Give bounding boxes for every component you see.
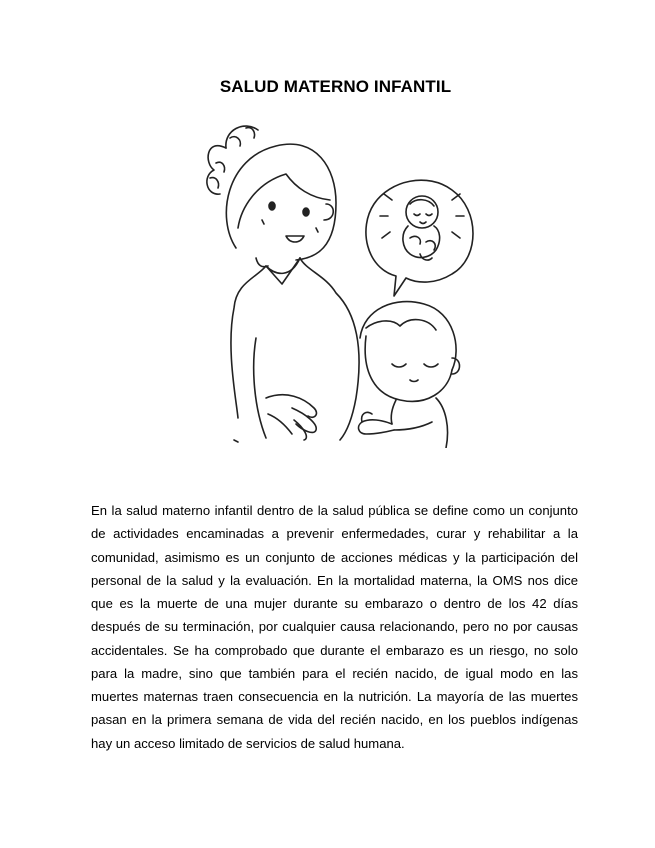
body-paragraph: En la salud materno infantil dentro de la salud pública se define como un conjunto de actividades encaminadas a prevenir enfermedades, curar y rehabilitar a la comunidad, asimismo es un conjunto de acciones médicas y la participación del personal de la salud y la evaluación. En la mortalidad materna, la OMS nos dice que es la muerte de una mujer durante su embarazo o dentro de los 42 días después de su terminación, por cualquier causa relacionando, pero no por causas accidentales. Se ha comprobado que durante el embarazo es un riesgo, no solo para la madre, sino que también para el recién nacido, de igual modo en las muertes maternas traen consecuencia en la nutrición. La mayoría de las muertes pasan en la primera semana de vida del recién nacido, en los pueblos indígenas hay un acceso limitado de servicios de salud humana. — [91, 503, 578, 751]
mother-head — [226, 144, 336, 267]
mother-body — [231, 258, 359, 442]
page-title: SALUD MATERNO INFANTIL — [219, 77, 452, 96]
mother-child-illustration — [196, 108, 496, 448]
child — [359, 302, 460, 448]
thought-bubble — [366, 180, 473, 296]
